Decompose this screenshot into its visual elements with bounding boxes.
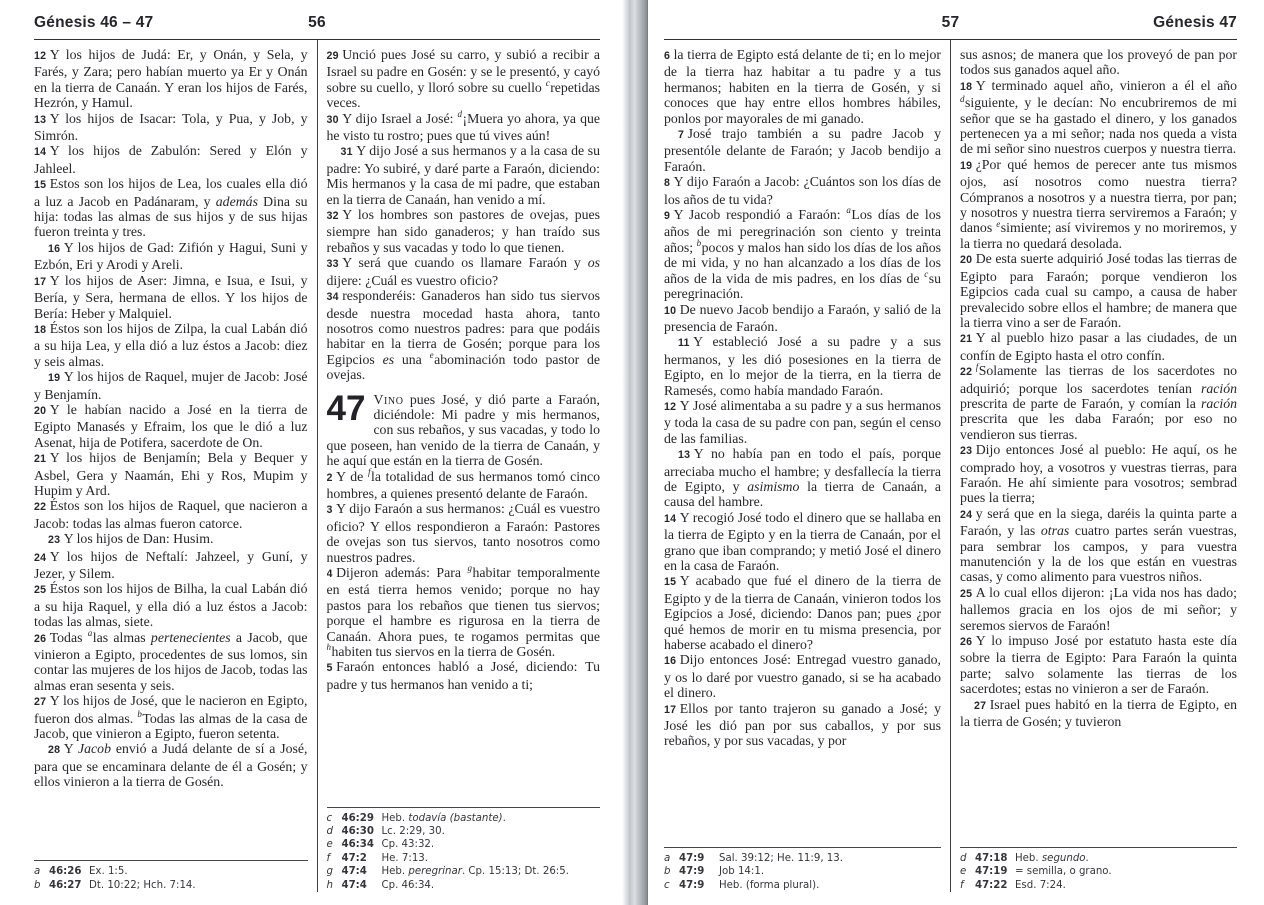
page-left (0, 0, 622, 905)
verse-number: 23 (960, 445, 973, 458)
verse-block (34, 47, 308, 856)
crossref-marker: g (467, 563, 472, 574)
italic-text: pertenecientes (150, 629, 231, 645)
lead-word: Vino (373, 391, 404, 407)
verse: 20 Y le habían nacido a José en la tierra de Egipto Manasés y Efraim, los que le dió a luz Asenat, hija de Potifera, sacerdote de On. (34, 401, 308, 450)
verse: 21 Y al pueblo hizo pasar a las ciudades, de un confín de Egipto hasta el otro confín. (960, 330, 1237, 363)
verse: 28 Y Jacob envió a Judá delante de sí a José, para que se encaminara delante de él a Gosén; y ellos vinieron a la tierra de Gosén. (34, 741, 308, 790)
verse: 32 Y los hombres son pastores de ovejas, pues siempre han sido ganaderos; y han traído sus rebaños y sus vacadas y todo lo que tienen. (326, 207, 600, 255)
page-number: 56 (308, 14, 326, 31)
verse-number: 22 (960, 366, 973, 379)
crossref-marker: c (545, 78, 550, 89)
verse: 6 la tierra de Egipto está delante de ti; en lo mejor de la tierra haz habitar a tu padre y a tus hermanos; habiten en la tierra de Gosén, y si conoces que hay entre ellos hombres hábiles, ponlos por mayorales de mi ganado. (664, 47, 941, 126)
crossref-marker: h (326, 642, 331, 653)
footnote (960, 865, 1237, 878)
running-head: Génesis 47 (1153, 14, 1237, 31)
italic-text: ración (1200, 395, 1237, 411)
footnote (960, 852, 1237, 865)
verse-number: 10 (664, 304, 677, 317)
footnote-letter: f (960, 879, 964, 891)
footnote-text: Heb. (forma plural). (719, 879, 820, 891)
verse-number: 24 (960, 508, 973, 521)
verse: 19 Y los hijos de Raquel, mujer de Jacob: José y Benjamín. (34, 369, 308, 402)
verse: Vino pues José, y dió parte a Faraón, diciéndole: Mi padre y mis hermanos, con sus rebaños, y sus vacadas, y todo lo que poseen, han venido de la tierra de Canaán, y he aquí que están en la tierra de Gosén. (326, 391, 600, 469)
italic-text: asimismo (747, 478, 800, 494)
footnote (327, 879, 601, 892)
verse: 5 Faraón entonces habló a José, diciendo: Tu padre y tus hermanos han venido a ti; (326, 659, 600, 692)
page-left-textarea (34, 40, 600, 892)
footnote-text: Heb. segundo. (1015, 852, 1089, 864)
verse: 21 Y los hijos de Benjamín; Bela y Bequer y Asbel, Gera y Naamán, Ehi y Ros, Mupim y Hupim y Ard. (34, 450, 308, 498)
footnotes-block (34, 860, 308, 892)
footnote-text: Ex. 1:5. (89, 866, 128, 878)
verse: 13 Y no había pan en todo el país, porque arreciaba mucho el hambre; y desfallecía la tierra de Egipto, y asimismo la tierra de Canaán, a causa del hambre. (664, 446, 941, 510)
crossref-marker: a (846, 205, 851, 216)
verse-number: 33 (326, 258, 339, 271)
verse-block (664, 47, 941, 843)
verse: 3 Y dijo Faraón a sus hermanos: ¿Cuál es vuestro oficio? Y ellos respondieron a Faraón: Pastores de ovejas son tus siervos, tanto nosotros como nuestros padres. (326, 501, 600, 565)
verse: 4 Dijeron además: Para $^g$habitar temporalmente en está tierra hemos venido; porque no hay pastos para los rebaños que tienen tus siervos; porque el hambre es rigurosa en la tierra de Canaán. Ahora pues, te rogamos permitas que $^h$habiten tus siervos en la tierra de Gosén. (326, 563, 600, 660)
verse-number: 18 (960, 80, 973, 93)
crossref-marker: f (975, 361, 979, 372)
footnote-reference: 47:2 (341, 852, 367, 864)
footnote-reference: 47:19 (975, 866, 1008, 878)
footnote (34, 865, 308, 878)
verse-number: 25 (34, 584, 47, 597)
italic-text: todavía (bastante) (408, 812, 503, 824)
verse: 18 Y terminado aquel año, vinieron a él el año $^d$siguiente, y le decían: No encubriremos de mi señor que se ha gastado el dinero, y los ganados pertenecen ya a mi señor; nada nos queda a vista de mi señor sino nuestros cuerpos y nuestra tierra. (960, 77, 1237, 157)
footnote-reference: 47:18 (975, 852, 1008, 864)
verse-number: 31 (340, 146, 353, 159)
text-column (960, 47, 1237, 892)
verse: 15 Y acabado que fué el dinero de la tierra de Egipto y de la tierra de Canaán, vinieron todos los Egipcios a José, diciendo: Danos pan; pues ¿por qué hemos de morir en tu misma presencia, por haberse acabado el dinero? (664, 573, 941, 653)
footnote-text: Dt. 10:22; Hch. 7:14. (89, 879, 196, 891)
verse-number: 26 (34, 632, 47, 645)
verse: 14 Y los hijos de Zabulón: Sered y Elón y Jahleel. (34, 143, 308, 176)
crossref-marker: f (367, 466, 371, 477)
verse-number: 23 (48, 534, 61, 547)
footnote (327, 865, 601, 878)
footnote-letter: d (326, 825, 333, 837)
verse-number: 2 (326, 471, 333, 484)
verse: 24 y será que en la siega, daréis la quinta parte a Faraón, y las otras cuatro partes serán vuestras, para sembrar los campos, y para vuestra manutención y la de los que están en vuestras casas, y como alimento para vuestros niños. (960, 505, 1237, 585)
page-number: 57 (941, 14, 960, 31)
verse: sus asnos; de manera que los proveyó de pan por todos sus ganados aquel año. (960, 47, 1237, 78)
page-gutter (622, 0, 648, 905)
verse-number: 26 (960, 636, 973, 649)
footnote-text: Heb. peregrinar. Cp. 15:13; Dt. 26:5. (381, 866, 569, 878)
verse-number: 21 (34, 453, 47, 466)
verse-number: 17 (34, 275, 47, 288)
verse-number: 14 (664, 512, 677, 525)
verse-number: 15 (34, 179, 47, 192)
chapter-number: 47 (326, 388, 366, 428)
footnote (960, 879, 1237, 892)
footnote-text: = semilla, o grano. (1015, 866, 1112, 878)
verse-number: 8 (664, 177, 671, 190)
verse-number: 25 (960, 587, 973, 600)
verse: 27 Israel pues habitó en la tierra de Egipto, en la tierra de Gosén; y tuvieron (960, 696, 1237, 730)
verse: 24 Y los hijos de Neftalí: Jahzeel, y Guní, y Jezer, y Silem. (34, 548, 308, 581)
italic-text: ración (1200, 380, 1237, 396)
verse: 26 Y lo impuso José por estatuto hasta este día sobre la tierra de Egipto: Para Faraón la quinta parte; salvo solamente las tierras de los sacerdotes; estas no vinieron a ser de Faraón. (960, 633, 1237, 697)
footnote-letter: d (960, 852, 967, 864)
verse-number: 28 (48, 744, 61, 757)
footnote-reference: 46:26 (49, 866, 82, 878)
verse: 17 Y los hijos de Aser: Jimna, e Isua, e Isui, y Bería, y Sera, hermana de ellos. Y los hijos de Bería: Heber y Malquiel. (34, 272, 308, 321)
italic-text: peregrinar (408, 866, 462, 878)
footnote (664, 852, 941, 865)
verse: 23 Dijo entonces José al pueblo: He aquí, os he comprado hoy, a vosotros y vuestras tierras, para Faraón. He ahí simiente para vosotros; sembrad pues la tierra; (960, 442, 1237, 506)
footnote-text: Esd. 7:24. (1015, 879, 1066, 891)
verse-number: 24 (34, 551, 47, 564)
footnote-reference: 46:27 (49, 879, 82, 891)
verse-number: 14 (34, 146, 47, 159)
verse-number: 15 (664, 576, 677, 589)
footnote-reference: 47:9 (679, 879, 705, 891)
verse-number: 13 (34, 113, 47, 126)
verse-number: 19 (48, 372, 61, 385)
italic-text: además (215, 193, 258, 209)
verse: 12 Y los hijos de Judá: Er, y Onán, y Sela, y Farés, y Zara; pero habían muerto ya Er y Onán en la tierra de Canaán. Y eran los hijos de Farés, Hezrón, y Hamul. (34, 47, 308, 111)
footnote (327, 825, 601, 838)
text-column (327, 47, 601, 892)
verse-number: 4 (326, 568, 333, 580)
verse: 22 $^f$Solamente las tierras de los sacerdotes no adquirió; porque los sacerdotes tenían ración prescrita de parte de Faraón, y comían la ración prescrita que les daba Faraón; por eso no vendieron sus tierras. (960, 361, 1237, 442)
verse-number: 32 (326, 210, 339, 223)
verse: 7 José trajo también a su padre Jacob y presentóle delante de Faraón; y Jacob bendijo a Faraón. (664, 126, 941, 174)
italic-text: os (587, 255, 600, 271)
verse-number: 7 (678, 129, 685, 142)
footnote-reference: 46:29 (341, 812, 374, 824)
verse: 19 ¿Por qué hemos de perecer ante tus mismos ojos, así nosotros como nuestra tierra? Cómpranos a nosotros y a nuestra tierra, por pan; y nosotros y nuestra tierra serviremos a Faraón; y danos $^e$simiente; así viviremos y no moriremos, y la tierra no quedará desolada. (960, 156, 1237, 251)
verse: 25 A lo cual ellos dijeron: ¡La vida nos has dado; hallemos gracia en los ojos de mi señor; y seremos siervos de Faraón! (960, 584, 1237, 633)
verse: 15 Estos son los hijos de Lea, los cuales ella dió a luz a Jacob en Padánaram, y además Dina su hija: todas las almas de sus hijos y de sus hijas fueron treinta y tres. (34, 176, 308, 240)
verse-number: 21 (960, 333, 973, 346)
verse: 33 Y será que cuando os llamare Faraón y os dijere: ¿Cuál es vuestro oficio? (326, 255, 600, 288)
italic-text: Jacob (78, 741, 111, 757)
crossref-marker: c (924, 269, 929, 280)
verse: 16 Dijo entonces José: Entregad vuestro ganado, y os lo daré por vuestro ganado, si se ha acabado el dinero. (664, 652, 941, 701)
verse-number: 11 (678, 337, 690, 350)
crossref-marker: b (696, 238, 702, 249)
verse: 8 Y dijo Faraón a Jacob: ¿Cuántos son los días de los años de tu vida? (664, 174, 941, 207)
verse-number: 22 (34, 501, 47, 514)
footnote-text: Cp. 43:32. (381, 839, 435, 851)
verse-number: 12 (664, 400, 677, 413)
footnote-letter: a (34, 866, 41, 878)
footnote (34, 879, 308, 892)
column-divider (317, 40, 318, 892)
verse: 11 Y estableció José a su padre y a sus hermanos, y les dió posesiones en la tierra de Egipto, en lo mejor de la tierra, en la tierra de Ramesés, como había mandado Faraón. (664, 334, 941, 398)
footnote-letter: e (960, 866, 967, 878)
verse-number: 27 (34, 696, 47, 709)
footnote-text: He. 7:13. (381, 852, 429, 864)
crossref-marker: d (960, 93, 965, 104)
crossref-marker: b (137, 709, 142, 720)
footnote-reference: 47:9 (679, 866, 705, 878)
italic-text: es (382, 351, 395, 367)
page-right (648, 0, 1264, 905)
footnote-letter: c (326, 812, 333, 824)
verse: 14 Y recogió José todo el dinero que se hallaba en la tierra de Egipto y en la tierra de Canaán, por el grano que iban comprando; y metió José el dinero en la casa de Faraón. (664, 509, 941, 573)
chapter-opening (326, 388, 601, 469)
footnote (664, 879, 941, 892)
running-head: Génesis 46 – 47 (34, 14, 154, 31)
footnote-text: Lc. 2:29, 30. (381, 825, 445, 837)
footnote-letter: e (326, 839, 333, 851)
footnote-letter: f (326, 852, 331, 864)
verse: 12 Y José alimentaba a su padre y a sus hermanos y toda la casa de su padre con pan, según el censo de las familias. (664, 397, 941, 446)
footnote-letter: a (664, 852, 671, 864)
crossref-marker: d (457, 109, 463, 120)
italic-text: segundo (1041, 852, 1086, 864)
page-right-textarea (664, 40, 1237, 892)
text-column (34, 47, 308, 892)
verse: 17 Ellos por tanto trajeron su ganado a José; y José les dió pan por sus caballos, y por sus rebaños, y por sus vacadas, y por (664, 700, 941, 749)
verse-number: 3 (326, 504, 333, 517)
verse-number: 12 (34, 50, 47, 62)
verse-number: 20 (960, 254, 973, 267)
verse: 27 Y los hijos de José, que le nacieron en Egipto, fueron dos almas. $^b$Todas las almas de la casa de Jacob, que vinieron a Egipto, fueron setenta. (34, 693, 308, 742)
footnotes-block (327, 807, 601, 892)
footnote-text: Sal. 39:12; He. 11:9, 13. (719, 852, 844, 864)
footnote-reference: 47:4 (341, 866, 367, 878)
verse: 16 Y los hijos de Gad: Zifión y Hagui, Suni y Ezbón, Eri y Arodi y Areli. (34, 239, 308, 273)
verse-number: 34 (326, 291, 339, 304)
footnote-letter: b (664, 866, 671, 878)
verse: 2 Y de $^f$la totalidad de sus hermanos tomó cinco hombres, a quienes presentó delante de Faraón. (326, 466, 600, 501)
verse-number: 27 (974, 699, 987, 712)
footnote (664, 865, 941, 878)
verse-number: 16 (664, 655, 677, 668)
verse-number: 9 (664, 210, 671, 223)
verse-number: 17 (664, 703, 677, 716)
verse: 30 Y dijo Israel a José: $^d$¡Muera yo ahora, ya que he visto tu rostro; pues que tú vives aún! (326, 109, 600, 144)
footnotes-block (960, 847, 1237, 892)
verse-number: 6 (664, 50, 671, 62)
page-right-header (664, 14, 1237, 40)
verse-number: 20 (34, 404, 47, 417)
crossref-marker: e (996, 218, 1001, 229)
verse: 23 Y los hijos de Dan: Husim. (48, 531, 214, 547)
verse-number: 18 (34, 323, 47, 336)
footnotes-block (664, 847, 941, 892)
footnote-letter: c (664, 879, 670, 891)
verse-block (327, 47, 601, 803)
verse-number: 29 (326, 50, 339, 62)
verse: 13 Y los hijos de Isacar: Tola, y Pua, y Job, y Simrón. (34, 110, 308, 144)
footnote-letter: h (326, 879, 333, 891)
footnote-text: Job 14:1. (719, 866, 765, 878)
verse: 18 Éstos son los hijos de Zilpa, la cual Labán dió a su hija Lea, y ella dió a luz éstos a Jacob: diez y seis almas. (34, 320, 308, 369)
verse-block (960, 47, 1237, 843)
footnote-reference: 46:30 (341, 825, 374, 837)
verse: 29 Unció pues José su carro, y subió a recibir a Israel su padre en Gosén: y se le presentó, y cayó sobre su cuello, y lloró sobre su cuello $^c$repetidas veces. (326, 47, 600, 111)
footnote (327, 812, 601, 825)
verse-number: 19 (960, 159, 973, 172)
footnote (327, 852, 601, 865)
verse-number: 30 (326, 113, 339, 126)
verse: 34 responderéis: Ganaderos han sido tus siervos desde nuestra mocedad hasta ahora, tanto nosotros como nuestros padres: para que podáis habitar en la tierra de Gosén; porque para los Egipcios es una $^e$abominación todo pastor de ovejas. (326, 288, 600, 383)
column-divider (950, 40, 951, 892)
page-left-header (34, 14, 600, 40)
crossref-marker: e (429, 350, 434, 361)
verse: 9 Y Jacob respondió a Faraón: $^a$Los días de los años de mi peregrinación son ciento y treinta años; $^b$pocos y malos han sido los días de los años de mi vida, y no han alcanzado a los días de los años de la vida de mis padres, en los días de $^c$su peregrinación. (664, 205, 941, 302)
footnote-text: Cp. 46:34. (381, 879, 435, 891)
footnote-reference: 47:9 (679, 852, 705, 864)
verse: 22 Éstos son los hijos de Raquel, que nacieron a Jacob: todas las almas fueron catorce. (34, 498, 308, 531)
verse: 20 De esta suerte adquirió José todas las tierras de Egipto para Faraón; porque vendieron los Egipcios cada cual su campo, a causa de haber prevalecido sobre ellos el hambre; de manera que la tierra vino a ser de Faraón. (960, 251, 1237, 330)
italic-text: otras (1040, 523, 1070, 539)
footnote-reference: 47:22 (975, 879, 1008, 891)
verse-number: 13 (678, 449, 691, 462)
footnote-letter: g (326, 866, 333, 878)
footnote (327, 838, 601, 851)
footnote-text: Heb. todavía (bastante). (381, 812, 506, 824)
verse-number: 16 (48, 242, 61, 255)
verse: 26 Todas $^a$las almas pertenecientes a Jacob, que vinieron a Egipto, procedentes de sus lomos, sin contar las mujeres de los hijos de Jacob, todas las almas eran sesenta y seis. (34, 628, 308, 693)
footnote-reference: 47:4 (341, 879, 367, 891)
footnote-letter: b (34, 879, 41, 891)
footnote-reference: 46:34 (341, 839, 374, 851)
text-column (664, 47, 941, 892)
verse: 10 De nuevo Jacob bendijo a Faraón, y salió de la presencia de Faraón. (664, 301, 941, 334)
crossref-marker: a (87, 628, 93, 639)
verse-number: 5 (326, 662, 333, 675)
verse: 31 Y dijo José a sus hermanos y a la casa de su padre: Yo subiré, y daré parte a Faraón, diciendo: Mis hermanos y la casa de mi padre, que estaban en la tierra de Canaán, han venido a mí. (326, 143, 600, 207)
verse: 25 Éstos son los hijos de Bilha, la cual Labán dió a su hija Raquel, y ella dió a luz éstos a Jacob: todas las almas, siete. (34, 581, 308, 630)
